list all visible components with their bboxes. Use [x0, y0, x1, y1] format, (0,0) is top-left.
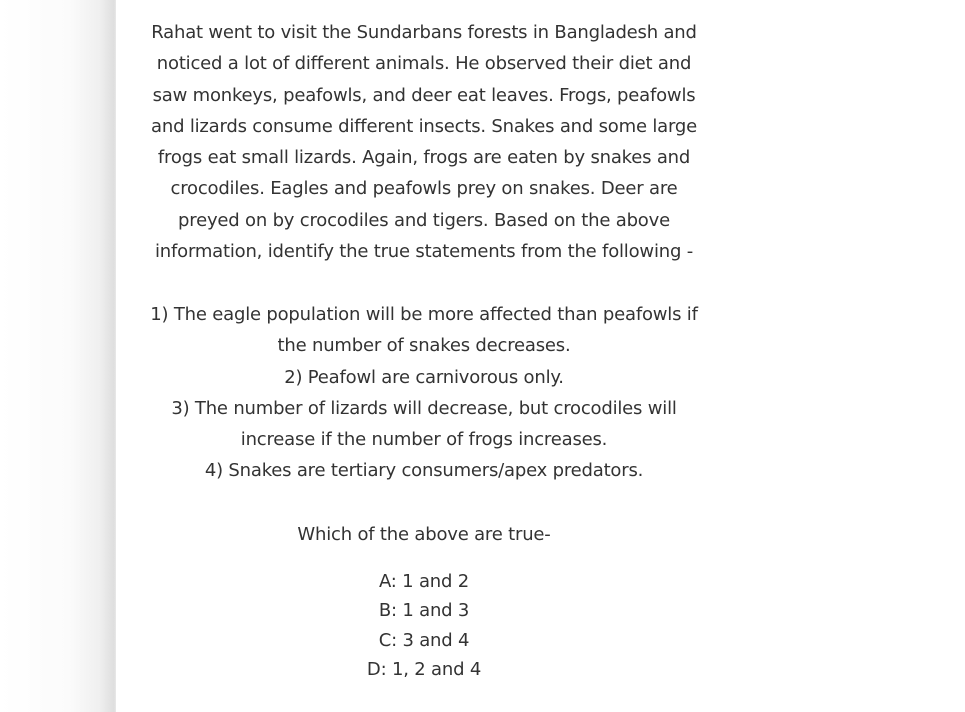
- answer-prompt: Which of the above are true-: [297, 524, 551, 545]
- question-line: preyed on by crocodiles and tigers. Based on the above: [178, 209, 670, 231]
- statements-list: [116, 299, 732, 487]
- question-line: frogs eat small lizards. Again, frogs are eaten by snakes and: [157, 147, 691, 169]
- question-line: information, identify the true statements from the following -: [155, 241, 693, 263]
- question-line: saw monkeys, peafowls, and deer eat leaves. Frogs, peafowls: [152, 84, 696, 106]
- left-margin-shadow: [0, 0, 116, 712]
- question-line: noticed a lot of different animals. He observed their diet and: [156, 53, 692, 75]
- statement-line: 4) Snakes are tertiary consumers/apex predators.: [204, 460, 644, 482]
- statement-line: 2) Peafowl are carnivorous only.: [284, 366, 564, 388]
- option-d: D: 1, 2 and 4: [366, 658, 482, 680]
- statement-line: increase if the number of frogs increases.: [240, 429, 608, 451]
- question-line: Rahat went to visit the Sundarbans forests in Bangladesh and: [151, 22, 697, 43]
- option-a: A: 1 and 2: [379, 571, 469, 592]
- option-c: C: 3 and 4: [378, 629, 470, 651]
- statement-line: the number of snakes decreases.: [277, 335, 571, 357]
- question-line: and lizards consume different insects. Snakes and some large: [151, 115, 697, 137]
- statement-line: 3) The number of lizards will decrease, but crocodiles will: [171, 397, 677, 419]
- question-content: [116, 0, 732, 712]
- question-paragraph: [116, 17, 732, 267]
- option-b: B: 1 and 3: [378, 600, 470, 622]
- question-line: crocodiles. Eagles and peafowls prey on snakes. Deer are: [170, 178, 678, 200]
- answer-options: [116, 567, 732, 684]
- statement-line: 1) The eagle population will be more affected than peafowls if: [150, 304, 698, 325]
